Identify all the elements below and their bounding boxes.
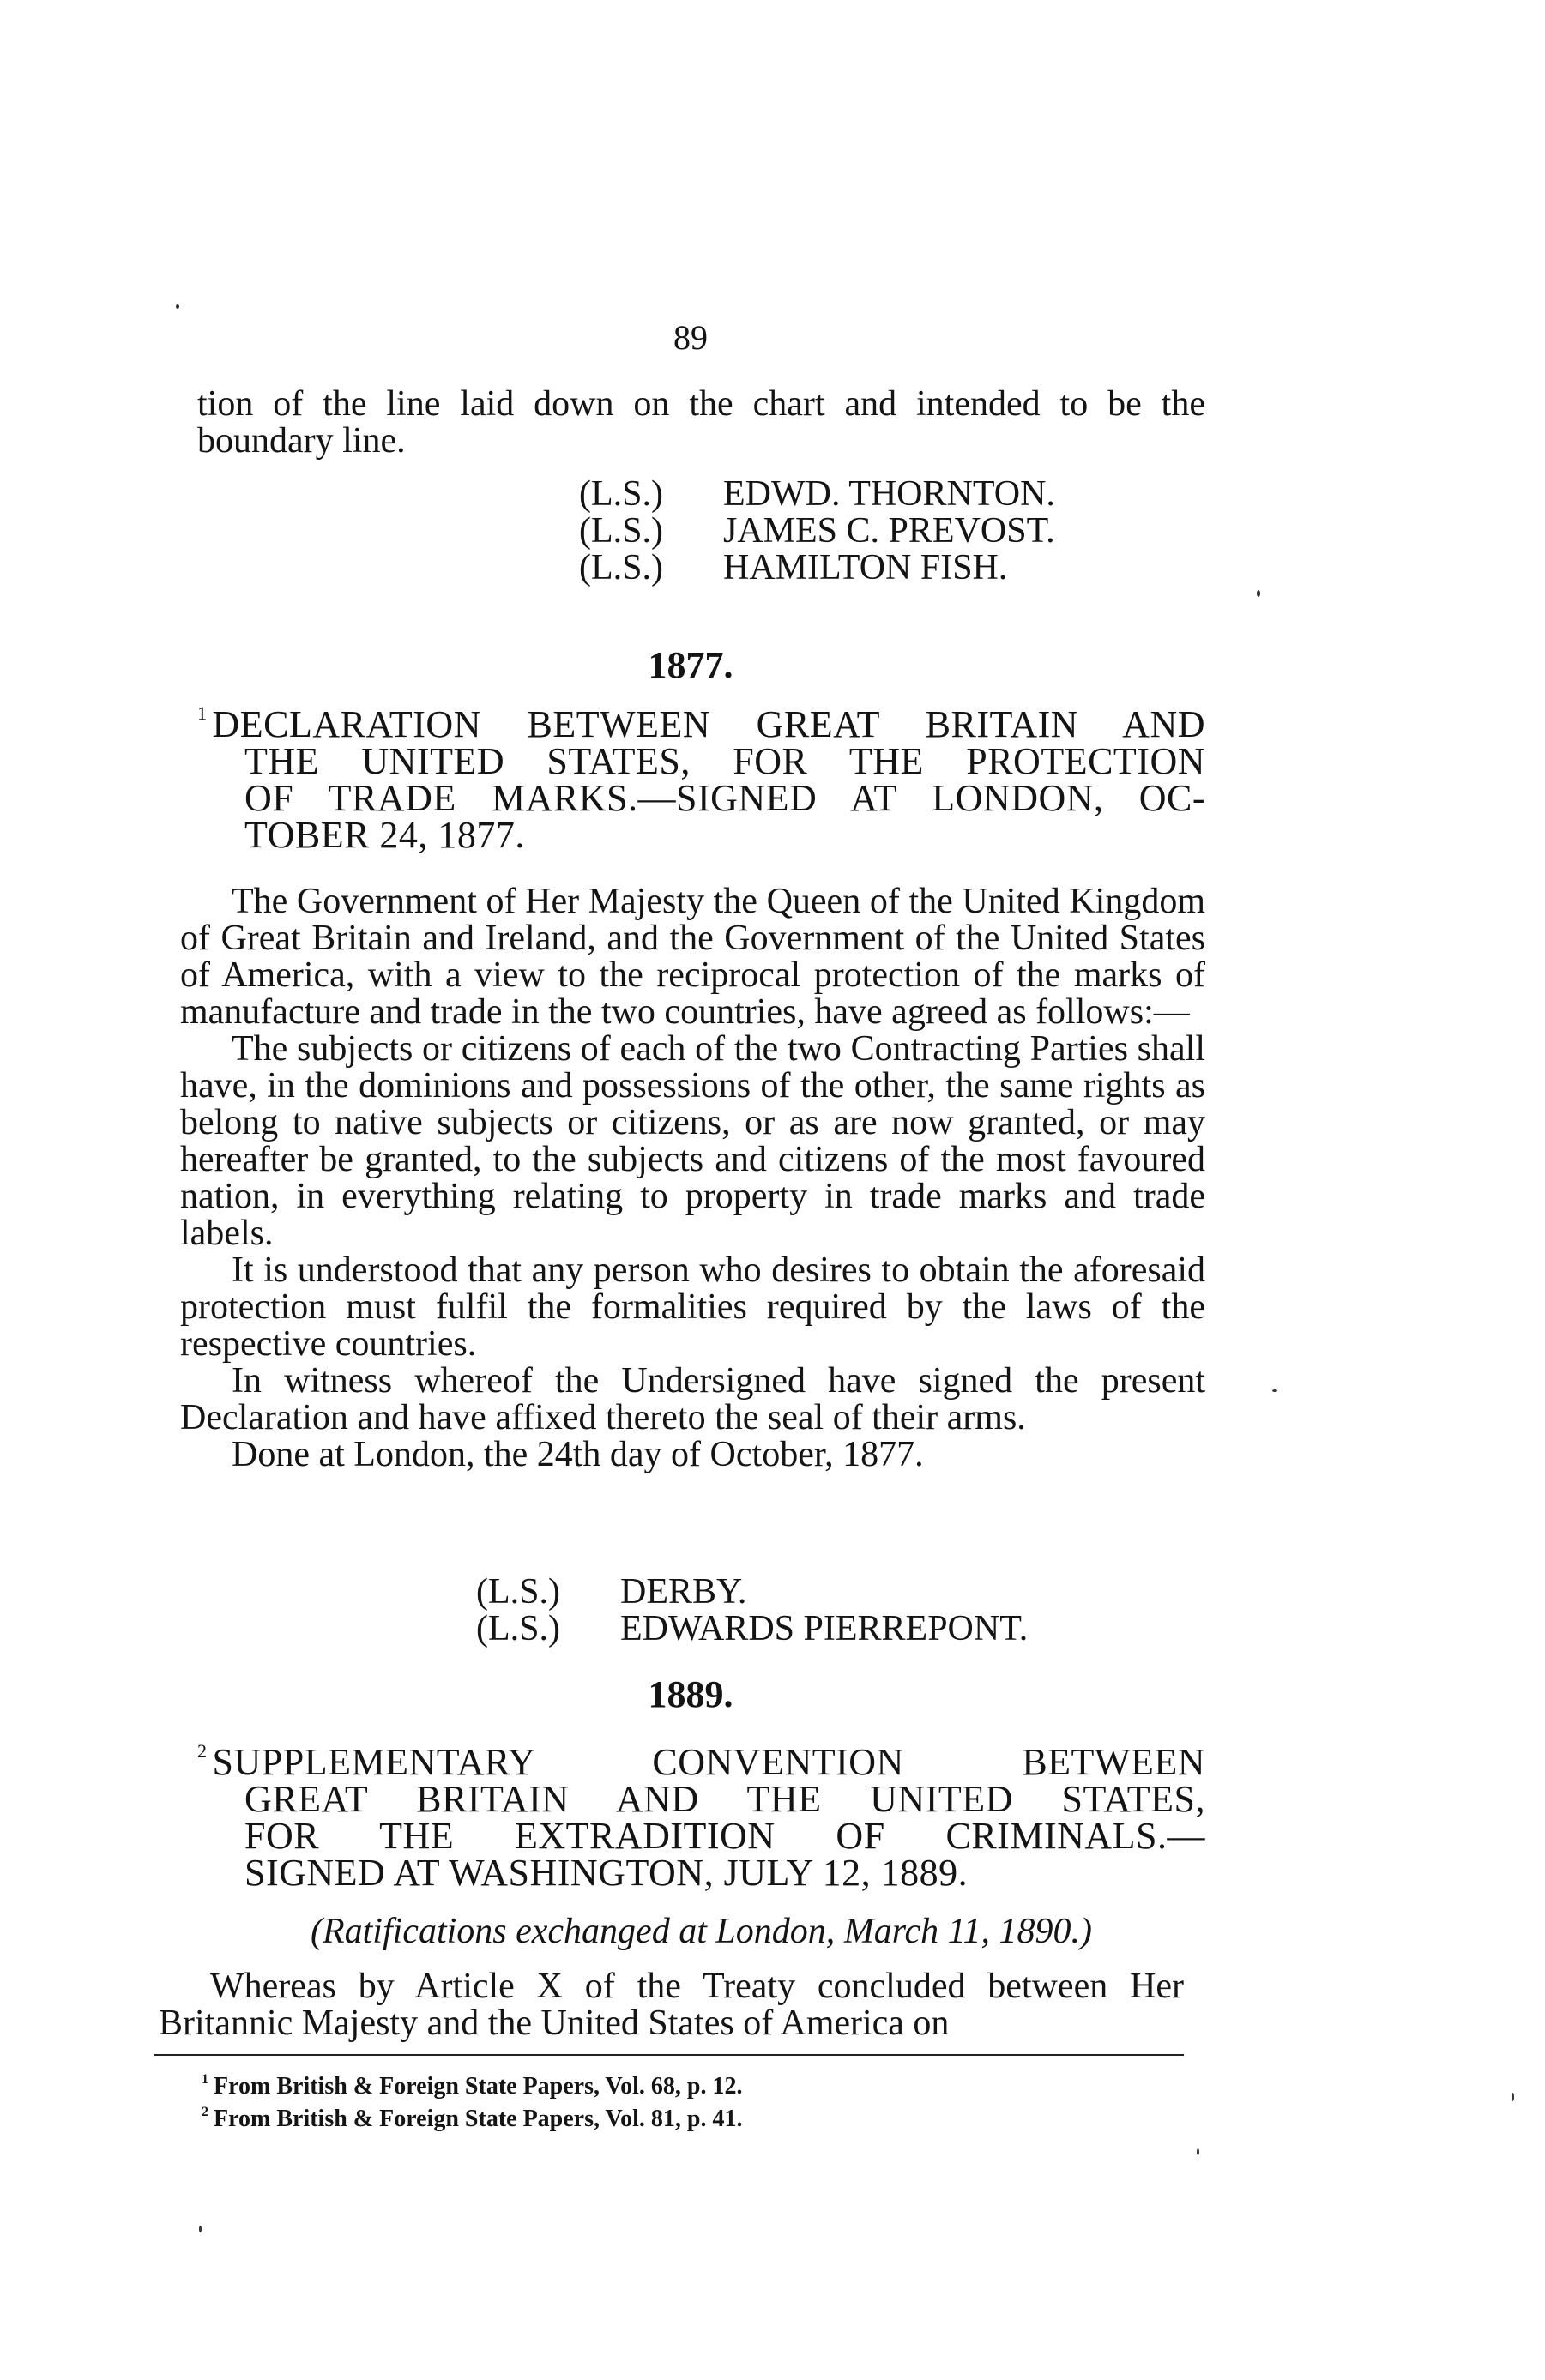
signature-row (579, 476, 1055, 513)
title-line: $^2$ SUPPLEMENTARY CONVENTION BETWEEN (197, 1740, 1205, 1783)
body-paragraph: The subjects or citizens of each of the two Contracting Parties shall have, in the dominions and possessions of the other, the same rights as belong to native subjects or citizens, or as are now granted, or may hereafter be granted, to the subjects and citizens of the most favoured nation, in everything relating to property in trade marks and trade labels. (180, 1029, 1205, 1253)
title-line: $^1$ DECLARATION BETWEEN GREAT BRITAIN AND (197, 702, 1205, 745)
seal-mark: (L.S.) (476, 1572, 560, 1612)
year-heading-1877: 1877. (648, 644, 733, 686)
declaration-body (180, 883, 1205, 1473)
title-line: FOR THE EXTRADITION OF CRIMINALS.— (244, 1815, 1205, 1857)
signature-block-1 (579, 476, 1055, 587)
body-paragraph: Whereas by Article X of the Treaty concluded between Her Britannic Majesty and the United States of America on (159, 1967, 1184, 2043)
signature-block-2 (476, 1574, 1028, 1648)
seal-mark: (L.S.) (579, 511, 663, 551)
title-line: TOBER 24, 1877. (244, 814, 525, 856)
convention-title (197, 1732, 1205, 1894)
seal-mark: (L.S.) (579, 474, 663, 514)
footnote-mark: 2 (202, 2105, 208, 2119)
signature-row (476, 1574, 1028, 1611)
year-heading-1889: 1889. (648, 1673, 733, 1715)
signatory-name: HAMILTON FISH. (723, 548, 1008, 587)
footnote-mark: 1 (202, 2072, 208, 2087)
scan-speck (1257, 590, 1260, 597)
title-line: OF TRADE MARKS.—SIGNED AT LONDON, OC- (244, 777, 1205, 819)
signatory-name: EDWARDS PIERREPONT. (620, 1609, 1029, 1648)
signatory-name: EDWD. THORNTON. (723, 474, 1055, 514)
seal-mark: (L.S.) (476, 1609, 560, 1648)
signatory-name: DERBY. (620, 1572, 747, 1612)
footnote-item (202, 2067, 743, 2100)
footnote-text: From British & Foreign State Papers, Vol. 81, p. 41. (214, 2106, 743, 2132)
convention-body (159, 1968, 1184, 2042)
page-number: 89 (673, 318, 708, 357)
scan-speck (1512, 2093, 1514, 2101)
title-line: GREAT BRITAIN AND THE UNITED STATES, (244, 1778, 1205, 1820)
scan-speck (176, 304, 179, 309)
signature-row (579, 513, 1055, 550)
body-paragraph: It is understood that any person who desires to obtain the aforesaid protection must fulfil the formalities required by the laws of the respective countries. (180, 1250, 1205, 1364)
footnote-item (202, 2100, 743, 2132)
signatory-name: JAMES C. PREVOST. (723, 511, 1055, 551)
title-line: THE UNITED STATES, FOR THE PROTECTION (244, 740, 1205, 782)
scan-speck (1272, 1389, 1277, 1392)
footnote-reference: 2 (197, 1740, 208, 1762)
declaration-title (197, 695, 1205, 856)
body-paragraph: The Government of Her Majesty the Queen of the United Kingdom of Great Britain and Ireland, and the Government of the United States of America, with a view to the reciprocal protection of the marks of manufacture and trade in the two countries, have agreed as follows:— (180, 882, 1205, 1032)
body-paragraph: Done at London, the 24th day of October, 1877. (232, 1435, 924, 1474)
body-paragraph: In witness whereof the Undersigned have signed the present Declaration and have affixed thereto the seal of their arms. (180, 1361, 1205, 1437)
title-line: SIGNED AT WASHINGTON, JULY 12, 1889. (244, 1852, 969, 1894)
continuation-text: tion of the line laid down on the chart and intended to be the boundary line. (197, 384, 1205, 461)
ratification-note: (Ratifications exchanged at London, March 11, 1890.) (310, 1912, 1093, 1951)
scan-speck (1197, 2148, 1199, 2155)
footnote-rule (154, 2054, 1184, 2056)
footnote-text: From British & Foreign State Papers, Vol. 68, p. 12. (214, 2073, 743, 2100)
scan-speck (199, 2226, 202, 2232)
signature-row (476, 1611, 1028, 1648)
signature-row (579, 550, 1055, 587)
seal-mark: (L.S.) (579, 548, 663, 587)
footnotes (202, 2067, 743, 2132)
footnote-reference: 1 (197, 702, 208, 724)
